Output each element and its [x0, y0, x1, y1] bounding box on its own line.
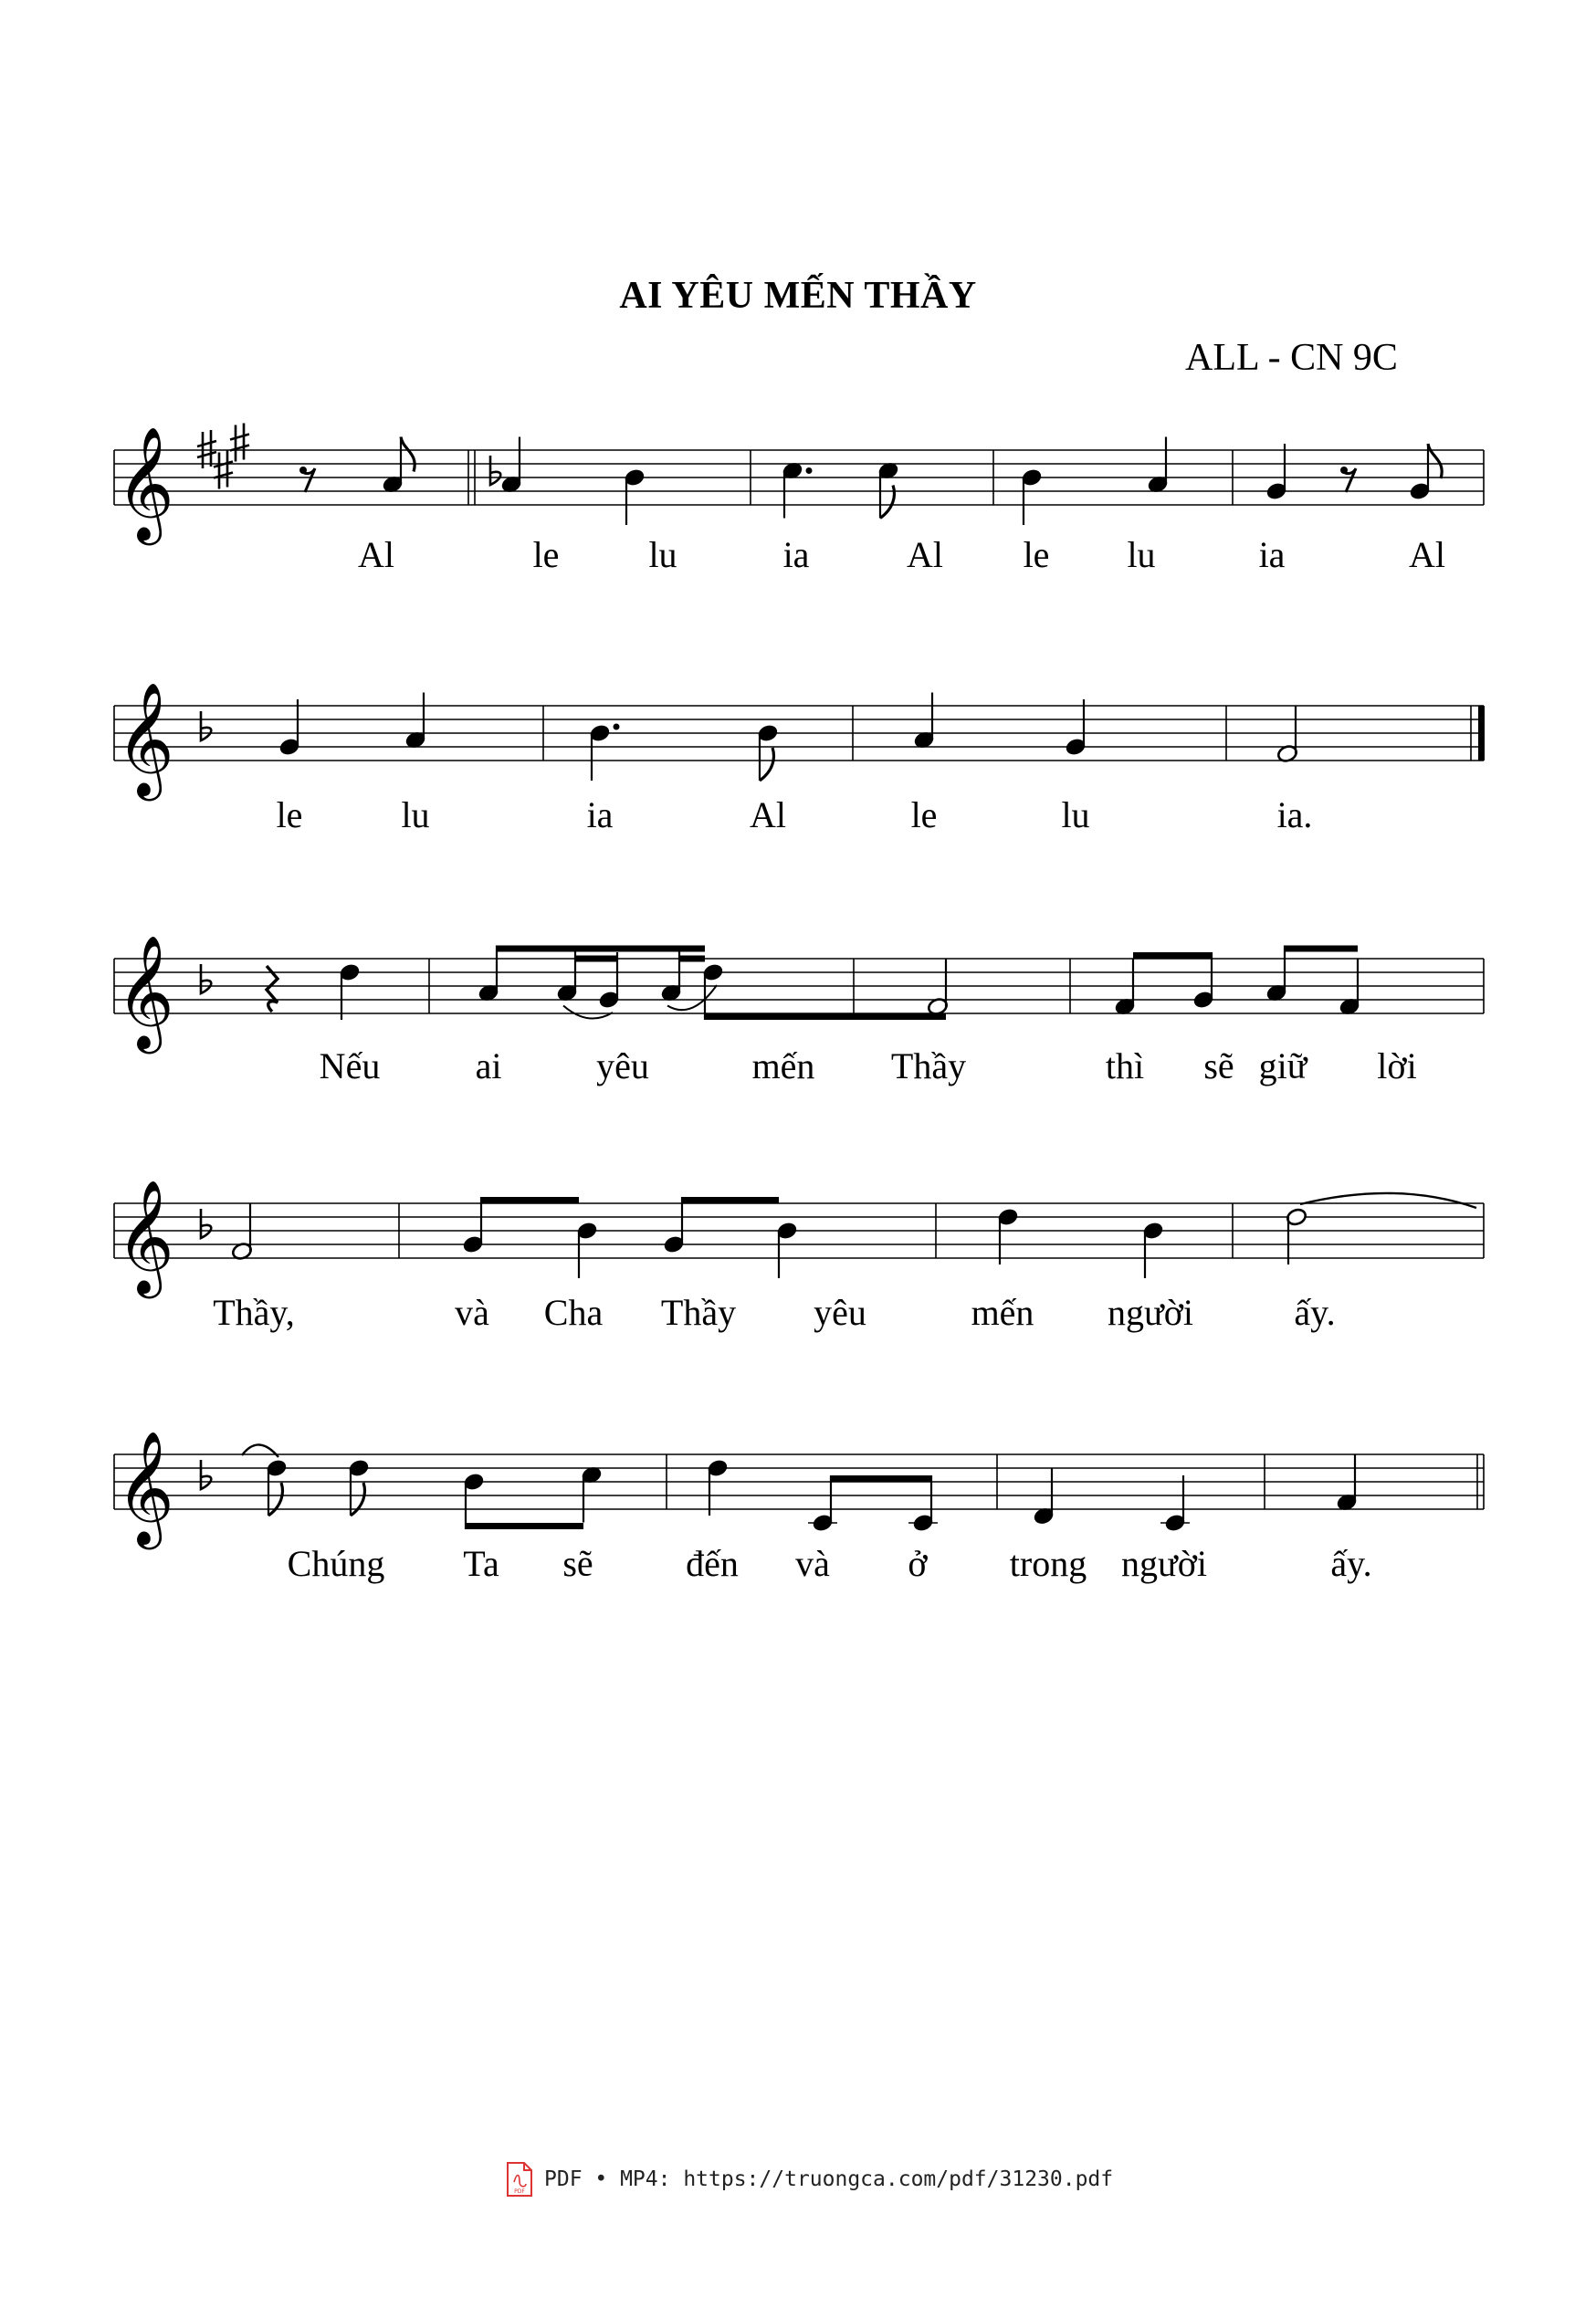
- flat-icon: [201, 1209, 211, 1238]
- pdf-icon: [506, 2162, 533, 2197]
- lyric-syllable: Thầy: [890, 1045, 967, 1086]
- sharp-icon: [230, 424, 249, 462]
- treble-clef-icon: [116, 935, 174, 1054]
- eighth-flag-icon: [760, 748, 773, 781]
- beam: [481, 1197, 579, 1203]
- lyric-syllable: giữ: [1258, 1045, 1307, 1086]
- lyric-syllable: Nếu: [319, 1045, 381, 1086]
- lyric-syllable: ai: [475, 1045, 502, 1086]
- eighth-rest-dot: [1340, 467, 1348, 474]
- lyric-syllable: le: [910, 794, 938, 835]
- lyric-syllable: ia: [586, 794, 614, 835]
- flat-icon: [201, 711, 211, 740]
- lyric-syllable: ia.: [1276, 794, 1313, 835]
- lyric-syllable: Al: [358, 534, 394, 575]
- eighth-flag-icon: [880, 486, 894, 519]
- svg-text:𝄞: 𝄞: [116, 1180, 174, 1294]
- beam: [705, 1013, 946, 1020]
- lyric-syllable: lu: [648, 534, 677, 575]
- augmentation-dot: [614, 724, 620, 730]
- eighth-flag-icon: [401, 437, 415, 472]
- beam: [575, 956, 617, 962]
- lyric-syllable: người: [1121, 1543, 1207, 1584]
- lyric-syllable: le: [276, 794, 303, 835]
- lyric-syllable: Al: [907, 534, 943, 575]
- lyric-syllable: lu: [1061, 794, 1090, 835]
- lyric-syllable: ia: [782, 534, 810, 575]
- sharp-icon: [214, 451, 233, 489]
- final-barline: [1478, 706, 1485, 761]
- svg-text:𝄞: 𝄞: [116, 1431, 174, 1545]
- lyric-syllable: ở: [908, 1543, 928, 1584]
- lyric-syllable: và: [795, 1543, 830, 1584]
- beam: [1133, 952, 1212, 959]
- lyric-syllable: yêu: [596, 1045, 649, 1086]
- lyric-syllable: Chúng: [287, 1543, 385, 1584]
- augmentation-dot: [806, 467, 813, 474]
- beam: [497, 946, 575, 952]
- lyric-syllable: lu: [1127, 534, 1156, 575]
- treble-clef-icon: [116, 1180, 174, 1298]
- beam: [617, 946, 679, 952]
- beam: [679, 956, 705, 962]
- treble-clef-icon: [116, 682, 174, 801]
- lyric-syllable: đến: [686, 1543, 739, 1584]
- lyric-syllable: mến: [751, 1045, 815, 1086]
- slur: [563, 1006, 613, 1019]
- lyric-syllable: ấy.: [1330, 1543, 1372, 1584]
- treble-clef-icon: [116, 426, 174, 545]
- beam: [679, 946, 705, 952]
- tie: [1300, 1193, 1476, 1208]
- eighth-rest-dot: [299, 467, 307, 474]
- flat-icon: [201, 964, 211, 993]
- svg-text:PDF: PDF: [514, 2188, 525, 2195]
- lyric-syllable: ấy.: [1294, 1292, 1336, 1333]
- lyric-syllable: le: [1023, 534, 1050, 575]
- beam: [831, 1475, 931, 1482]
- footer-link[interactable]: PDF • MP4: https://truongca.com/pdf/31230.pdf: [544, 2167, 1114, 2191]
- lyric-syllable: sẽ: [562, 1543, 593, 1584]
- lyric-syllable: Cha: [543, 1292, 604, 1333]
- sharp-icon: [197, 430, 216, 468]
- lyric-syllable: Thầy,: [213, 1292, 295, 1333]
- beam: [466, 1523, 583, 1529]
- lyric-syllable: Al: [750, 794, 786, 835]
- eighth-flag-icon: [268, 1483, 282, 1516]
- footer[interactable]: [506, 2162, 1113, 2197]
- lyric-syllable: ia: [1258, 534, 1286, 575]
- treble-clef-icon: [116, 1431, 174, 1549]
- beam: [1285, 946, 1358, 952]
- lyric-syllable: Ta: [463, 1543, 499, 1584]
- svg-text:𝄞: 𝄞: [116, 426, 174, 540]
- lyric-syllable: trong: [1009, 1543, 1087, 1584]
- lyric-syllable: lời: [1377, 1045, 1417, 1086]
- flat-icon: [201, 1460, 211, 1489]
- eighth-flag-icon: [1428, 444, 1442, 478]
- lyric-syllable: Thầy: [660, 1292, 737, 1333]
- eighth-flag-icon: [351, 1483, 364, 1516]
- lyric-syllable: mến: [971, 1292, 1034, 1333]
- lyric-syllable: yêu: [814, 1292, 866, 1333]
- flat-icon: [490, 456, 500, 485]
- svg-text:𝄞: 𝄞: [116, 682, 174, 796]
- svg-text:𝄞: 𝄞: [116, 935, 174, 1049]
- tie: [242, 1444, 278, 1457]
- beam: [575, 946, 617, 952]
- lyric-syllable: sẽ: [1203, 1045, 1234, 1086]
- song-subtitle: ALL - CN 9C: [1185, 337, 1398, 379]
- lyric-syllable: Al: [1409, 534, 1445, 575]
- lyric-syllable: lu: [401, 794, 430, 835]
- lyric-syllable: le: [532, 534, 560, 575]
- lyric-syllable: thì: [1105, 1045, 1145, 1086]
- lyric-syllable: người: [1108, 1292, 1193, 1333]
- beam: [682, 1197, 779, 1203]
- lyric-syllable: và: [455, 1292, 489, 1333]
- song-title: AI YÊU MẾN THẦY: [619, 275, 977, 317]
